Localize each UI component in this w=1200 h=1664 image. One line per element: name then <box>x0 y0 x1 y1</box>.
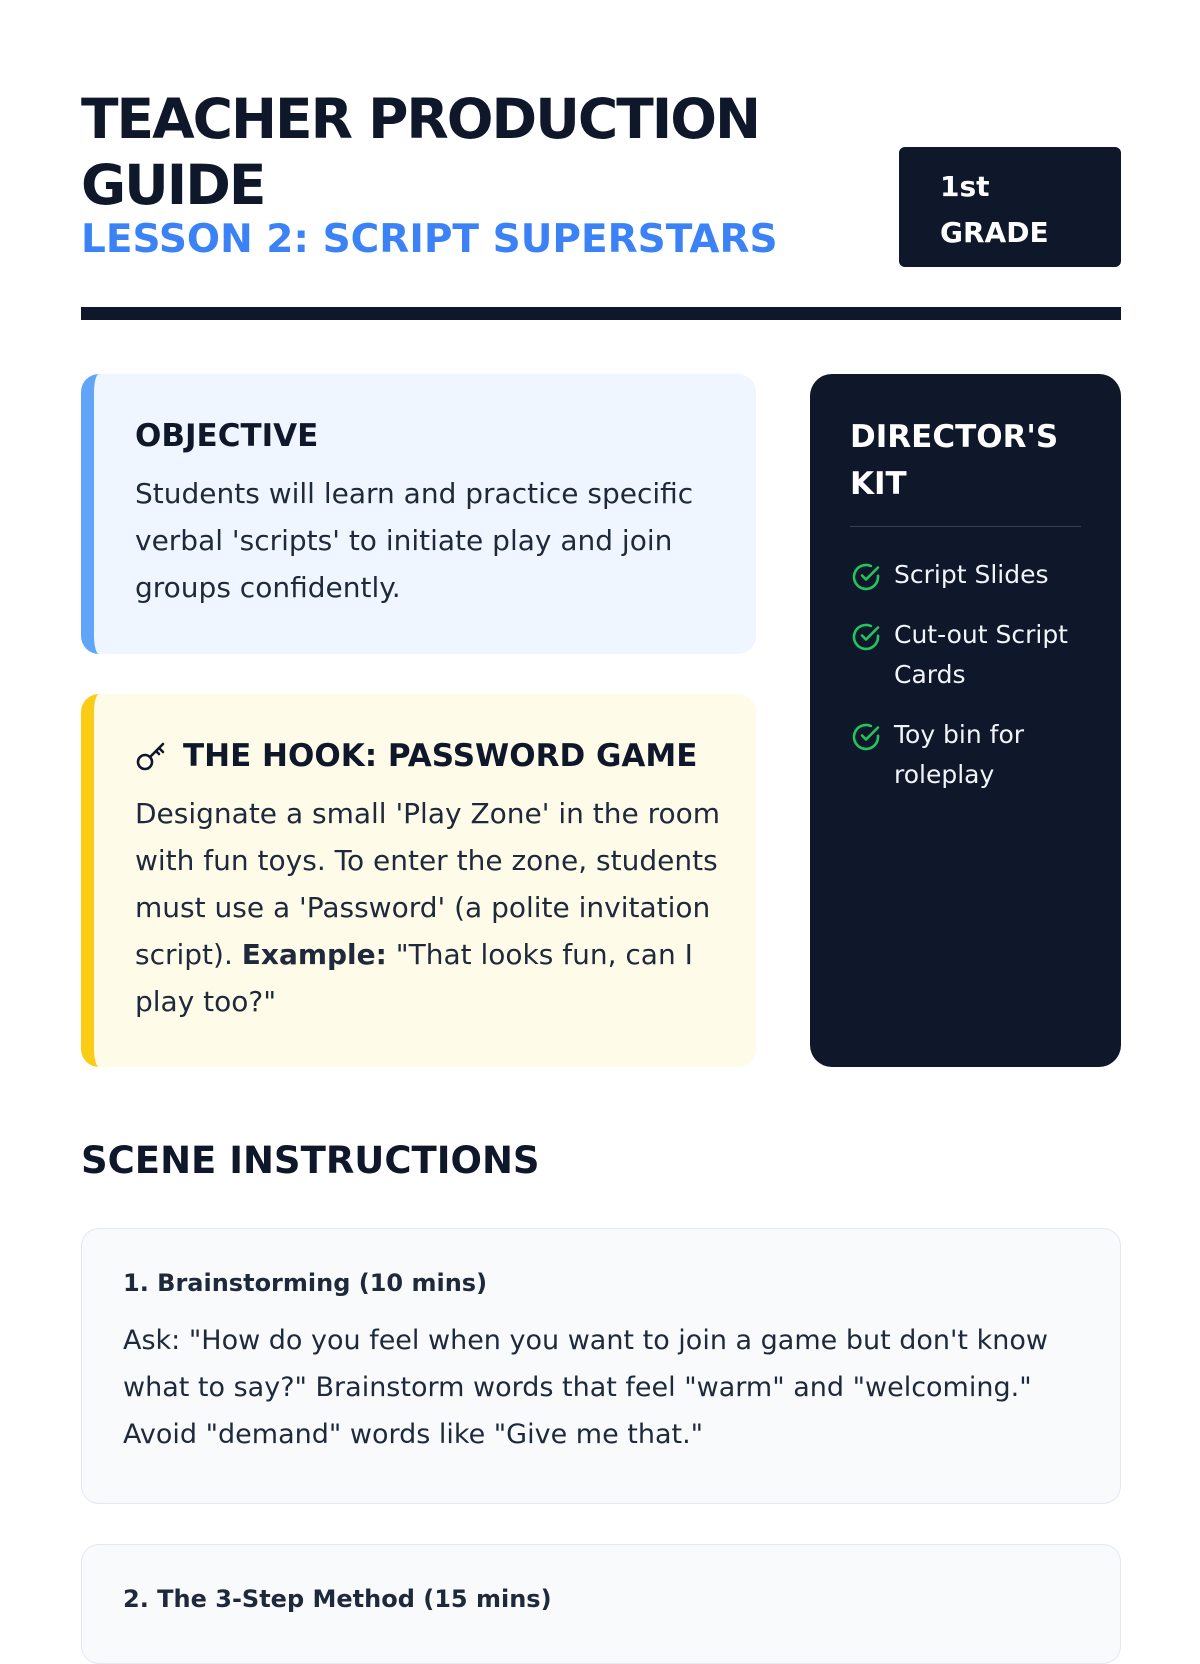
kit-item <box>850 555 1081 595</box>
hook-example-label: Example: <box>241 938 387 971</box>
kit-item <box>850 615 1081 695</box>
hook-heading: THE HOOK: PASSWORD GAME <box>183 738 698 774</box>
hook-text-intro: Designate a small 'Play Zone' in the room with fun toys. To enter the zone, students must use a 'Password' (a polite invitation script). <box>135 797 721 971</box>
hook-heading-row <box>135 736 726 776</box>
kit-heading: DIRECTOR'S KIT <box>850 414 1081 527</box>
grade-badge <box>899 147 1121 267</box>
objective-card <box>81 374 756 654</box>
check-circle-icon <box>850 621 882 653</box>
grade-badge-line2: GRADE <box>940 216 1049 249</box>
check-circle-icon <box>850 561 882 593</box>
step-title: 2. The 3-Step Method (15 mins) <box>123 1585 552 1613</box>
kit-item-label: Cut-out Script Cards <box>894 620 1068 689</box>
lesson-subtitle: LESSON 2: SCRIPT SUPERSTARS <box>81 217 778 262</box>
hook-card <box>81 694 756 1067</box>
kit-item-label: Script Slides <box>894 560 1049 589</box>
kit-item <box>850 715 1081 795</box>
scene-step-card <box>81 1544 1121 1664</box>
directors-kit-panel <box>810 374 1121 1067</box>
check-circle-icon <box>850 721 882 753</box>
header-divider <box>81 307 1121 320</box>
step-text: Ask: "How do you feel when you want to join a game but don't know what to say?" Brainstorm words that feel "warm" and "welcoming." Avoid "demand" words like "Give me that." <box>123 1325 1048 1450</box>
kit-list <box>850 555 1081 795</box>
kit-item-label: Toy bin for roleplay <box>894 720 1025 789</box>
page-title: TEACHER PRODUCTION GUIDE <box>81 87 759 217</box>
hook-example-text: "That looks fun, can I play too?" <box>135 938 693 1018</box>
scene-step-card <box>81 1228 1121 1504</box>
objective-heading: OBJECTIVE <box>135 418 319 454</box>
grade-badge-line1: 1st <box>940 170 990 203</box>
key-icon <box>135 739 169 773</box>
hook-text <box>135 790 726 1025</box>
objective-text: Students will learn and practice specific verbal 'scripts' to initiate play and join groups confidently. <box>135 477 694 604</box>
step-title: 1. Brainstorming (10 mins) <box>123 1269 488 1297</box>
scene-instructions-heading: SCENE INSTRUCTIONS <box>81 1139 540 1182</box>
